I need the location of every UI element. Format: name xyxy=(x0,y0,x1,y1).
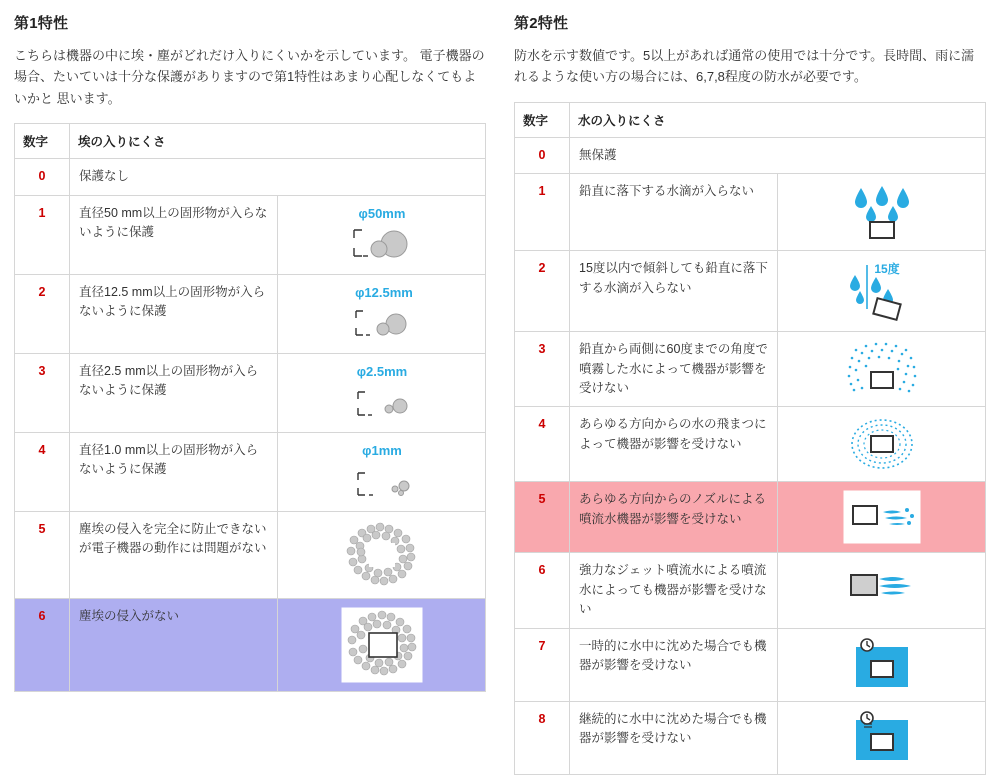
table-row-highlighted xyxy=(15,598,486,691)
table-header-row xyxy=(515,102,986,137)
table-row xyxy=(515,553,986,628)
row-description: あらゆる方向からの水の飛まつによって機器が影響を受けない xyxy=(570,407,778,482)
table-row xyxy=(515,628,986,701)
row-figure xyxy=(778,482,986,553)
row-figure xyxy=(278,598,486,691)
row-description: 一時的に水中に沈めた場合でも機器が影響を受けない xyxy=(570,628,778,701)
row-figure xyxy=(278,195,486,274)
row-figure xyxy=(278,274,486,353)
row-description: 直径2.5 mm以上の固形物が入らないように保護 xyxy=(70,353,278,432)
first-characteristic-table xyxy=(14,123,486,691)
row-number: 1 xyxy=(15,195,70,274)
row-number: 4 xyxy=(15,432,70,511)
row-number: 1 xyxy=(515,174,570,251)
row-description: 継続的に水中に沈めた場合でも機器が影響を受けない xyxy=(570,701,778,774)
diameter-12-5mm-icon xyxy=(287,283,476,345)
immersion-temp-icon xyxy=(787,637,976,693)
row-number: 6 xyxy=(15,598,70,691)
row-number: 6 xyxy=(515,553,570,628)
table-row xyxy=(515,407,986,482)
table-header-row xyxy=(15,124,486,159)
row-number: 5 xyxy=(515,482,570,553)
jet-icon xyxy=(787,490,976,544)
row-figure xyxy=(278,432,486,511)
first-characteristic-description: こちらは機器の中に埃・塵がどれだけ入りにくいかを示しています。 電子機器の場合、たいていは十分な保護がありますので第1特性はあまり心配しなくてもよいかと 思います。 xyxy=(14,48,485,106)
row-figure xyxy=(778,407,986,482)
first-characteristic-column xyxy=(14,10,486,775)
drops-icon xyxy=(787,182,976,242)
splash-icon xyxy=(787,415,976,473)
second-characteristic-description: 防水を示す数値です。5以上があれば通常の使用では十分です。長時間、雨に濡れるような使い方の場合には、6,7,8程度の防水が必要です。 xyxy=(514,48,975,85)
table-row-highlighted xyxy=(515,482,986,553)
row-description: 塵埃の侵入を完全に防止できないが電子機器の動作には問題がない xyxy=(70,511,278,598)
row-number: 0 xyxy=(15,159,70,195)
row-description: 直径50 mm以上の固形物が入らないように保護 xyxy=(70,195,278,274)
row-description: 保護なし xyxy=(70,159,486,195)
strong-jet-icon xyxy=(787,561,976,611)
table-row xyxy=(515,137,986,173)
tilt-15deg-icon xyxy=(787,259,976,323)
svg-text:φ1mm: φ1mm xyxy=(361,442,402,458)
diameter-2-5mm-icon xyxy=(287,362,476,424)
row-number: 4 xyxy=(515,407,570,482)
row-figure xyxy=(778,628,986,701)
dust-sealed-icon xyxy=(287,607,476,683)
row-number: 2 xyxy=(515,251,570,332)
row-figure xyxy=(278,353,486,432)
row-figure xyxy=(778,701,986,774)
table-row xyxy=(15,432,486,511)
column-header-dust: 埃の入りにくさ xyxy=(70,124,486,159)
second-characteristic-column xyxy=(514,10,986,775)
row-description: 鉛直に落下する水滴が入らない xyxy=(570,174,778,251)
row-figure xyxy=(778,332,986,407)
row-number: 7 xyxy=(515,628,570,701)
row-number: 8 xyxy=(515,701,570,774)
table-row xyxy=(515,251,986,332)
row-number: 3 xyxy=(15,353,70,432)
svg-text:φ12.5mm: φ12.5mm xyxy=(354,284,413,300)
row-description: 直径1.0 mm以上の固形物が入らないように保護 xyxy=(70,432,278,511)
diameter-50mm-icon xyxy=(287,204,476,266)
row-number: 2 xyxy=(15,274,70,353)
row-description: あらゆる方向からのノズルによる噴流水機器が影響を受けない xyxy=(570,482,778,553)
table-row xyxy=(515,174,986,251)
row-figure xyxy=(778,174,986,251)
row-figure xyxy=(778,553,986,628)
row-description: 塵埃の侵入がない xyxy=(70,598,278,691)
svg-text:φ50mm: φ50mm xyxy=(358,205,405,221)
row-description: 強力なジェット噴流水による噴流水によっても機器が影響を受けない xyxy=(570,553,778,628)
table-row xyxy=(15,511,486,598)
row-number: 5 xyxy=(15,511,70,598)
table-row xyxy=(15,195,486,274)
svg-text:φ2.5mm: φ2.5mm xyxy=(356,363,407,379)
diameter-1mm-icon xyxy=(287,441,476,503)
spray-icon xyxy=(787,340,976,398)
second-characteristic-title: 第2特性 xyxy=(514,15,569,32)
row-description: 15度以内で傾斜しても鉛直に落下する水滴が入らない xyxy=(570,251,778,332)
table-row xyxy=(15,159,486,195)
table-row xyxy=(15,353,486,432)
row-figure xyxy=(278,511,486,598)
dust-cloud-icon xyxy=(287,520,476,590)
second-characteristic-table xyxy=(514,102,986,775)
row-description: 鉛直から両側に60度までの角度で噴霧した水によって機器が影響を受けない xyxy=(570,332,778,407)
table-row xyxy=(515,701,986,774)
row-description: 無保護 xyxy=(570,137,986,173)
column-header-number: 数字 xyxy=(515,102,570,137)
column-header-number: 数字 xyxy=(15,124,70,159)
immersion-cont-icon xyxy=(787,710,976,766)
row-number: 3 xyxy=(515,332,570,407)
row-number: 0 xyxy=(515,137,570,173)
row-description: 直径12.5 mm以上の固形物が入らないように保護 xyxy=(70,274,278,353)
column-header-water: 水の入りにくさ xyxy=(570,102,986,137)
svg-text:15度: 15度 xyxy=(873,262,900,277)
first-characteristic-title: 第1特性 xyxy=(14,15,69,32)
table-row xyxy=(15,274,486,353)
row-figure xyxy=(778,251,986,332)
table-row xyxy=(515,332,986,407)
